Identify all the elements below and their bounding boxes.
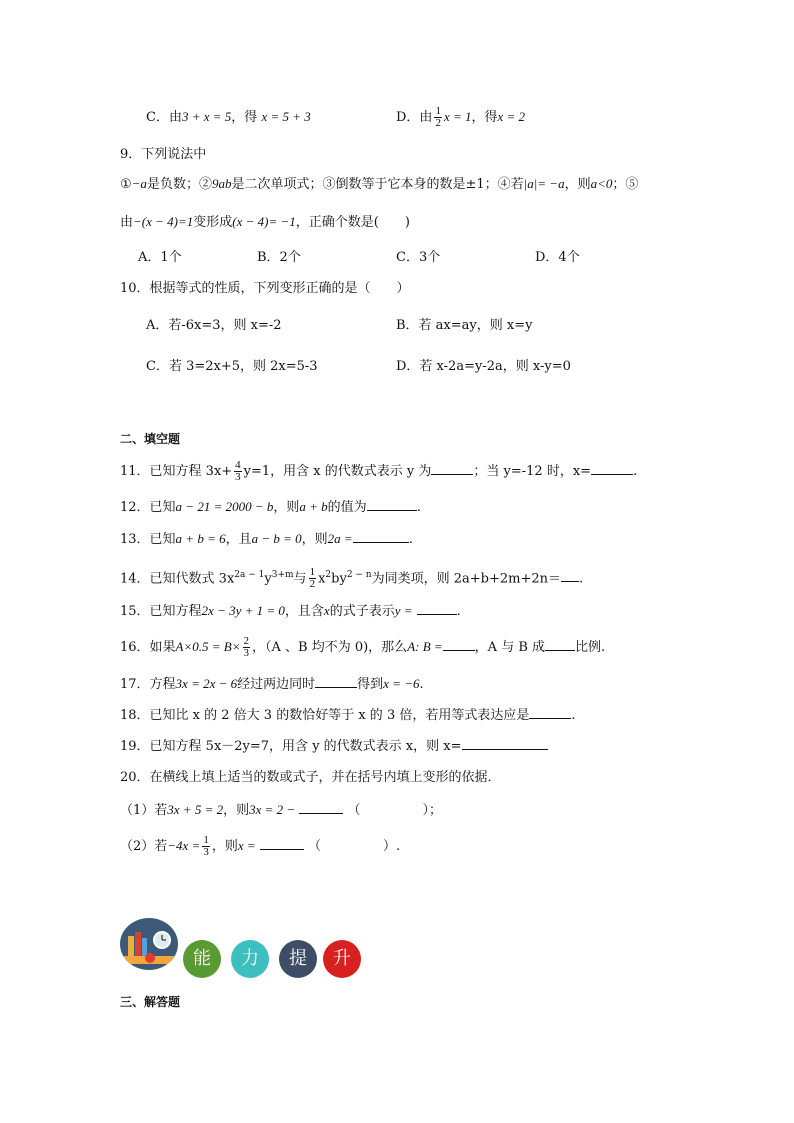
q15: 15．已知方程2x − 3y + 1 = 0，且含x的式子表示y = . bbox=[120, 603, 461, 619]
badge-neng: 能 bbox=[183, 940, 221, 978]
q11: 11．已知方程 3x+ $\frac{4}{3}$ y=1，用含 x 的代数式表示 y 为 ；当 y=-12 时，x= . bbox=[120, 459, 638, 483]
answer-blank[interactable] bbox=[299, 801, 343, 814]
answer-blank[interactable] bbox=[315, 675, 357, 688]
q8-option-c: C．由3 + x = 5，得 x = 5 + 3 bbox=[146, 109, 311, 125]
q12: 12．已知a − 21 = 2000 − b，则a + b的值为 . bbox=[120, 499, 421, 515]
answer-blank[interactable] bbox=[561, 569, 579, 582]
section-fill-in-heading: 二、填空题 bbox=[120, 432, 181, 446]
q20-title: 20．在横线上填上适当的数或式子，并在括号内填上变形的依据． bbox=[120, 770, 501, 785]
q9-option-b: B．2个 bbox=[257, 250, 301, 265]
answer-blank[interactable] bbox=[545, 638, 575, 651]
q10-option-c: C．若 3=2x+5，则 2x=5-3 bbox=[146, 359, 318, 374]
fraction: $\frac{4}{3}$ bbox=[235, 459, 241, 483]
answer-blank[interactable] bbox=[431, 462, 473, 475]
q9-statements-line2: 由−(x − 4)=1变形成(x − 4)= −1，正确个数是( ) bbox=[120, 214, 410, 230]
answer-blank[interactable] bbox=[591, 462, 633, 475]
q14: 14．已知代数式 $3x^{2a - 1}y^{3+m}$与 $\frac{1}{2}$ $x^2by^{2 - n}$为同类项，则 2a+b+2m+2n＝ . bbox=[120, 566, 584, 591]
q8-option-d: D．由 $\frac{1}{2}$ x = 1，得x = 2 bbox=[396, 105, 526, 129]
q10-option-b: B．若 ax=ay，则 x=y bbox=[396, 318, 533, 333]
badge-ti: 提 bbox=[279, 940, 317, 978]
books-clock-emblem-icon bbox=[120, 918, 178, 970]
answer-blank[interactable] bbox=[443, 638, 475, 651]
q9-statements-line1: ①−a是负数；②9ab是二次单项式；③倒数等于它本身的数是±1；④若|a|= −a，则a<0；⑤ bbox=[120, 176, 639, 192]
answer-blank[interactable] bbox=[462, 737, 548, 750]
badge-sheng: 升 bbox=[323, 940, 361, 978]
q9-option-c: C．3个 bbox=[396, 250, 441, 265]
answer-blank[interactable] bbox=[353, 530, 409, 543]
q9-title: 9．下列说法中 bbox=[120, 147, 207, 162]
q20-part2: （2）若−4x = $\frac{1}{3}$ ，则x = （ ）. bbox=[120, 834, 401, 858]
q13: 13．已知a + b = 6，且a − b = 0，则2a = . bbox=[120, 531, 413, 547]
q20-part1: （1）若3x + 5 = 2，则3x = 2 − （ ）； bbox=[120, 802, 443, 818]
fraction: $\frac{1}{3}$ bbox=[203, 834, 209, 858]
answer-blank[interactable] bbox=[260, 837, 304, 850]
section-solve-heading: 三、解答题 bbox=[120, 995, 181, 1009]
q9-option-a: A．1个 bbox=[138, 250, 182, 265]
q10-option-a: A．若-6x=3，则 x=-2 bbox=[146, 318, 282, 333]
q10-option-d: D．若 x-2a=y-2a，则 x-y=0 bbox=[396, 359, 571, 374]
answer-blank[interactable] bbox=[529, 706, 571, 719]
badge-li: 力 bbox=[231, 940, 269, 978]
q10-title: 10．根据等式的性质，下列变形正确的是（ ） bbox=[120, 281, 410, 296]
q17: 17．方程3x = 2x − 6经过两边同时 得到x = −6. bbox=[120, 676, 424, 692]
fraction: $\frac{1}{2}$ bbox=[309, 566, 316, 591]
q19: 19．已知方程 5x－2y=7，用含 y 的代数式表示 x，则 x= bbox=[120, 737, 548, 757]
fraction: $\frac{2}{3}$ bbox=[243, 635, 249, 659]
q18: 18．已知比 x 的 2 倍大 3 的数恰好等于 x 的 3 倍，若用等式表达应是 . bbox=[120, 708, 576, 723]
answer-blank[interactable] bbox=[367, 498, 417, 511]
q16: 16．如果A×0.5 = B× $\frac{2}{3}$ ，（A 、B 均不为 0)，那么A: B = ，A 与 B 成 比例. bbox=[120, 635, 606, 659]
fraction: $\frac{1}{2}$ bbox=[435, 105, 441, 129]
answer-blank[interactable] bbox=[417, 602, 457, 615]
q9-option-d: D．4个 bbox=[535, 250, 580, 265]
